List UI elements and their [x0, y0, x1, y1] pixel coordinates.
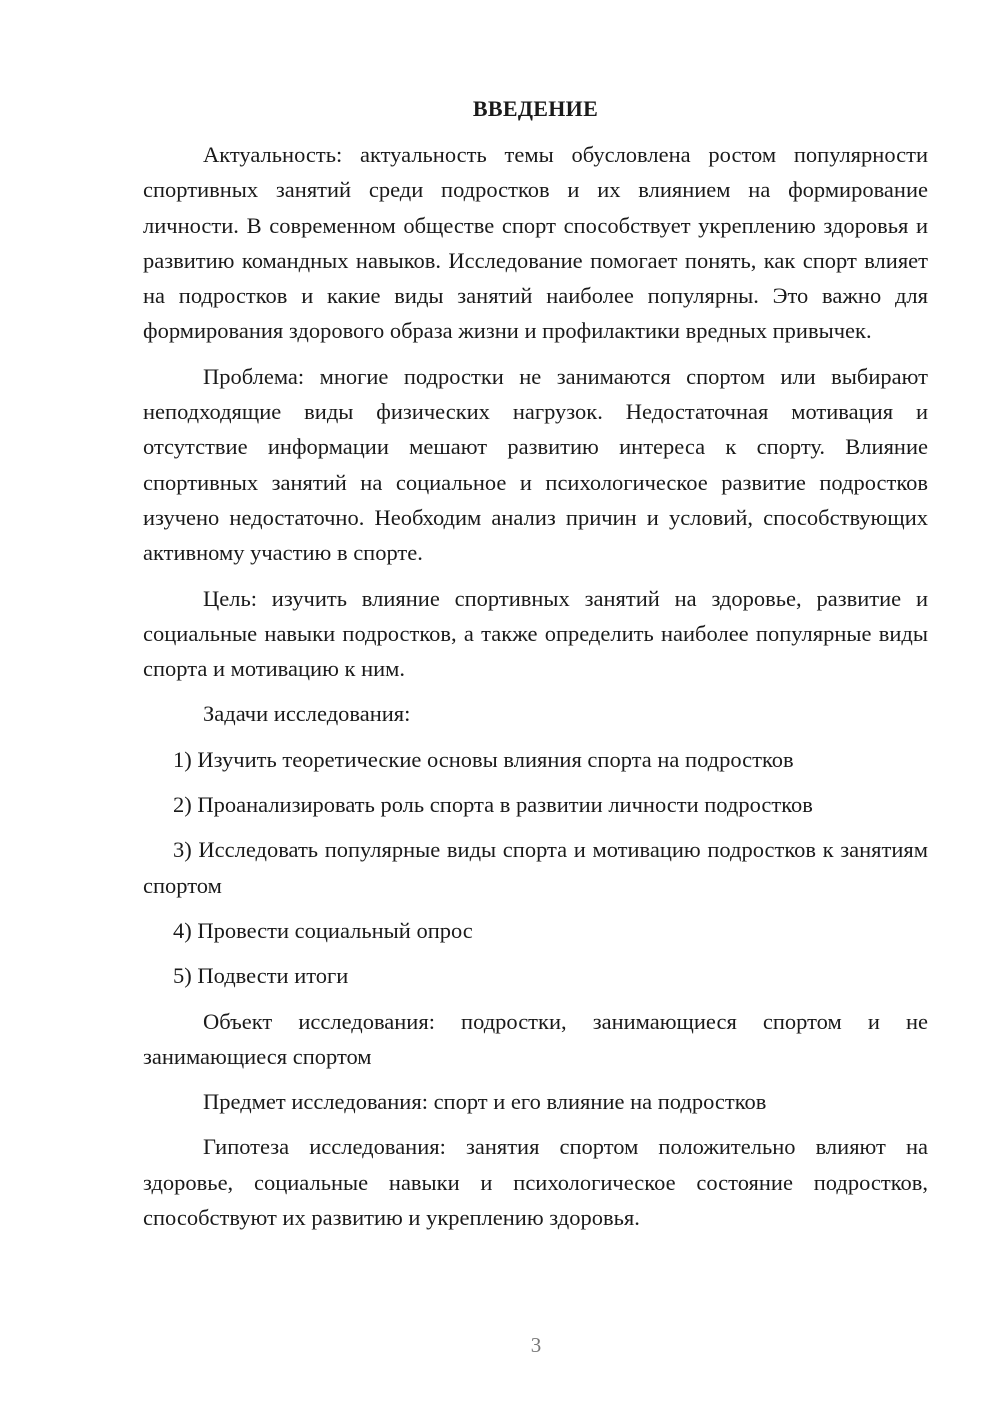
task-item: 3) Исследовать популярные виды спорта и мотивацию подростков к занятиям спортом [143, 837, 928, 898]
task-item: 5) Подвести итоги [173, 963, 349, 989]
hypothesis-paragraph: Гипотеза исследования: занятия спортом положительно влияют на здоровье, социальные навыки и психологическое состояние подростков, способствуют их развитию и укреплению здоровья. [143, 1134, 928, 1231]
object-paragraph: Объект исследования: подростки, занимающиеся спортом и не занимающиеся спортом [143, 1008, 928, 1069]
tasks-heading: Задачи исследования: [203, 701, 411, 727]
page-number: 3 [530, 1333, 542, 1357]
problem-paragraph: Проблема: многие подростки не занимаются спортом или выбирают неподходящие виды физических нагрузок. Недостаточная мотивация и отсутствие информации мешают развитию интереса к спорту. Влияние спортивных занятий на социальное и психологическое развитие подростков изучено недостаточно. Необходим анализ причин и условий, способствующих активному участию в спорте. [143, 363, 928, 566]
task-item: 1) Изучить теоретические основы влияния спорта на подростков [173, 746, 794, 772]
document-page [143, 92, 928, 1245]
subject-paragraph: Предмет исследования: спорт и его влияние на подростков [203, 1089, 767, 1115]
task-item: 2) Проанализировать роль спорта в развитии личности подростков [173, 792, 813, 818]
relevance-paragraph: Актуальность: актуальность темы обусловлена ростом популярности спортивных занятий среди подростков и их влиянием на формирование личности. В современном обществе спорт способствует укреплению здоровья и развитию командных навыков. Исследование помогает понять, как спорт влияет на подростков и какие виды занятий наиболее популярны. Это важно для формирования здорового образа жизни и профилактики вредных привычек. [143, 142, 928, 344]
section-title: ВВЕДЕНИЕ [472, 96, 599, 121]
task-item: 4) Провести социальный опрос [173, 917, 473, 943]
goal-paragraph: Цель: изучить влияние спортивных занятий на здоровье, развитие и социальные навыки подростков, а также определить наиболее популярные виды спорта и мотивацию к ним. [143, 585, 928, 682]
